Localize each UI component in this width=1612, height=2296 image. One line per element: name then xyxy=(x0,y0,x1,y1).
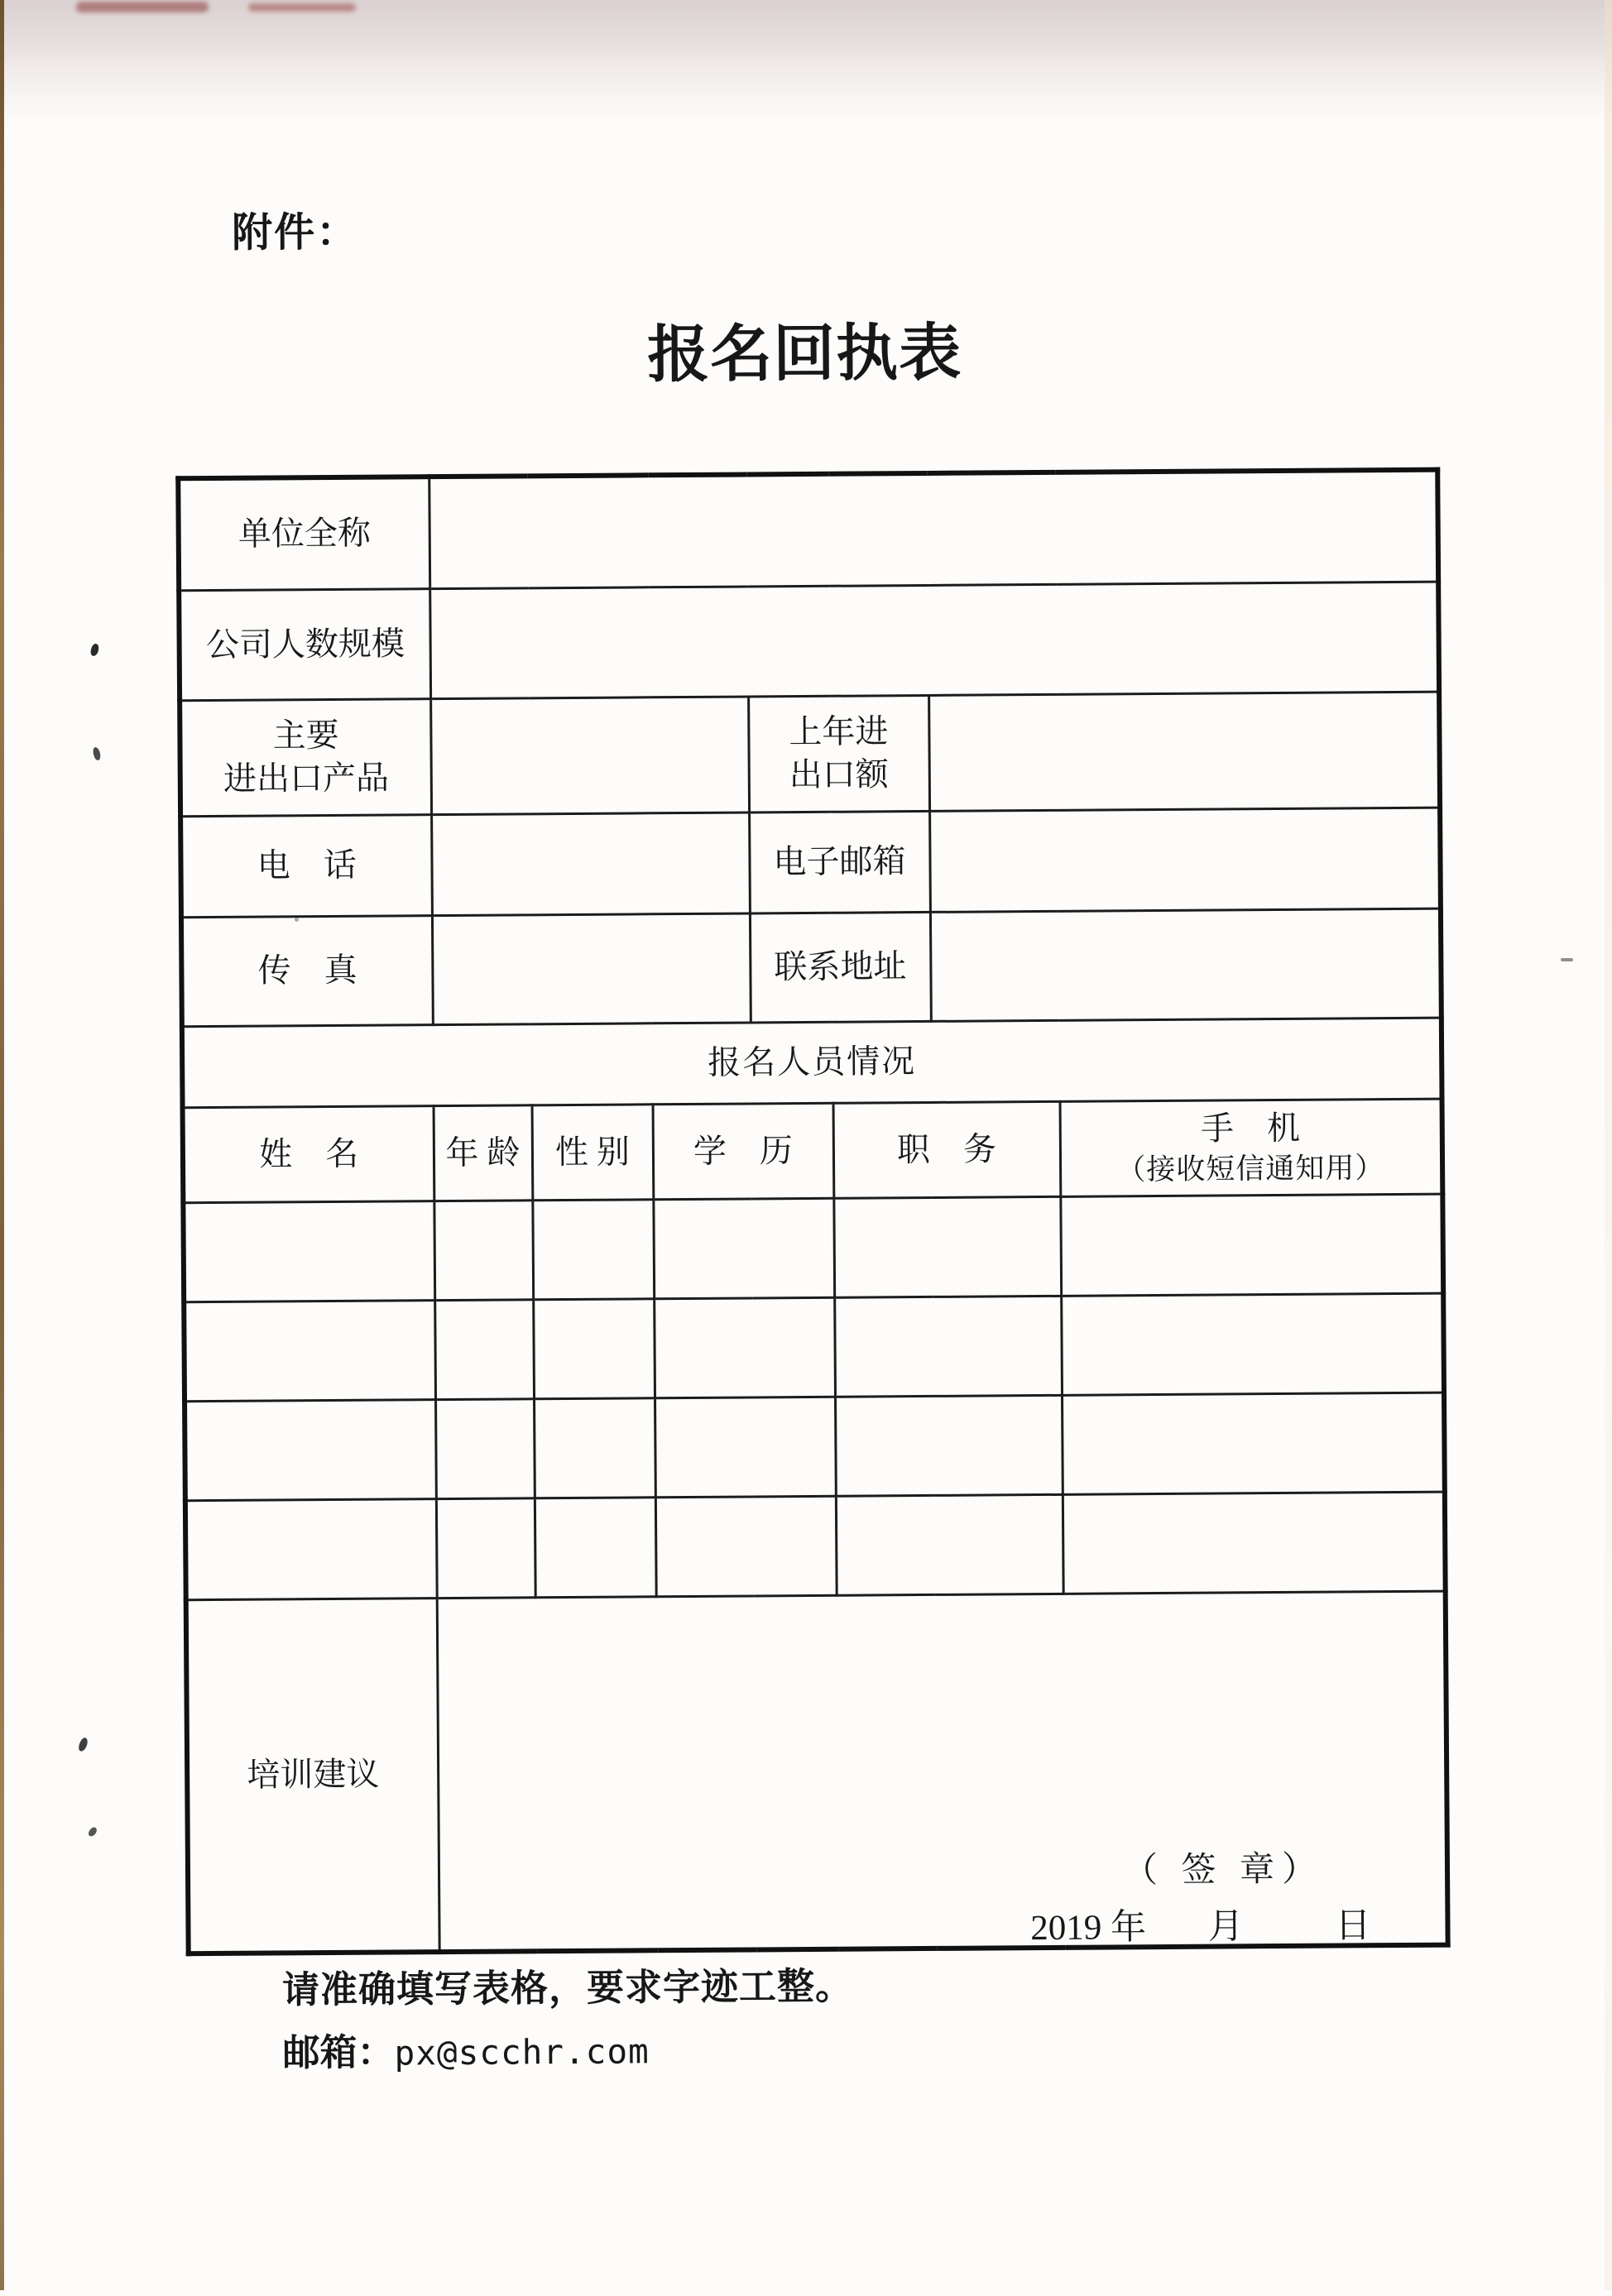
personnel-empty-cell xyxy=(434,1299,534,1399)
personnel-empty-cell xyxy=(833,1196,1061,1297)
personnel-empty-cell xyxy=(436,1498,535,1598)
table-row xyxy=(180,692,1440,817)
personnel-empty-cell xyxy=(535,1497,656,1597)
phone-label: 电 话 xyxy=(180,814,432,917)
last-year-volume-value-cell xyxy=(928,692,1440,811)
company-size-label: 公司人数规模 xyxy=(179,588,430,700)
personnel-empty-cell xyxy=(835,1395,1063,1496)
col-education-header: 学 历 xyxy=(653,1103,834,1200)
personnel-empty-cell xyxy=(435,1398,535,1498)
personnel-empty-cell xyxy=(1060,1194,1443,1296)
address-value-cell xyxy=(930,908,1442,1021)
col-gender-header: 性 别 xyxy=(532,1104,654,1200)
training-suggestion-value-cell xyxy=(437,1591,1448,1952)
last-year-volume-label: 上年进 出口额 xyxy=(748,695,929,812)
date-day: 日 xyxy=(1335,1906,1371,1946)
personnel-empty-cell xyxy=(836,1494,1063,1595)
training-suggestion-label: 培训建议 xyxy=(186,1598,439,1953)
personnel-empty-cell xyxy=(533,1298,655,1398)
personnel-section-header: 报名人员情况 xyxy=(182,1018,1442,1108)
personnel-empty-cell xyxy=(653,1198,834,1299)
personnel-header-row xyxy=(183,1099,1443,1203)
training-suggestion-area xyxy=(438,1593,1445,1948)
table-row xyxy=(181,908,1442,1027)
table-row xyxy=(178,470,1438,591)
main-products-value-cell xyxy=(430,696,749,814)
footer-email-line xyxy=(282,2020,650,2076)
personnel-empty-cell xyxy=(185,1498,437,1599)
fax-value-cell xyxy=(432,913,751,1024)
attachment-label: 附件： xyxy=(231,209,359,256)
personnel-empty-cell xyxy=(834,1296,1062,1397)
col-position-header: 职 务 xyxy=(833,1101,1061,1198)
unit-name-label: 单位全称 xyxy=(178,477,429,590)
signature-hint: （ 签 章） xyxy=(1122,1850,1325,1891)
personnel-empty-cell xyxy=(183,1201,434,1301)
personnel-empty-cell xyxy=(1062,1392,1445,1494)
personnel-empty-row xyxy=(183,1194,1443,1302)
date-line xyxy=(1030,1905,1371,1952)
unit-name-value-cell xyxy=(429,470,1438,589)
personnel-empty-row xyxy=(185,1492,1446,1600)
personnel-empty-cell xyxy=(1063,1492,1446,1594)
address-label: 联系地址 xyxy=(750,912,931,1023)
footer-email-label: 邮箱： xyxy=(282,2031,395,2074)
registration-form-table xyxy=(175,467,1450,1957)
date-year: 2019 年 xyxy=(1030,1908,1147,1948)
personnel-empty-row xyxy=(185,1392,1445,1501)
table-row xyxy=(182,1018,1442,1108)
main-products-label: 主要 进出口产品 xyxy=(180,698,431,816)
personnel-empty-row xyxy=(184,1293,1444,1402)
email-label: 电子邮箱 xyxy=(749,811,930,913)
personnel-empty-cell xyxy=(1061,1293,1444,1395)
col-age-header: 年 龄 xyxy=(434,1105,533,1201)
footer-email-value: px@scchr.com xyxy=(394,2031,650,2073)
footer-note: 请准确填写表格，要求字迹工整。 xyxy=(281,1965,854,2011)
personnel-empty-cell xyxy=(185,1399,436,1500)
table-row xyxy=(179,582,1439,701)
personnel-empty-cell xyxy=(184,1300,435,1401)
email-value-cell xyxy=(929,808,1441,912)
date-month: 月 xyxy=(1207,1907,1244,1947)
personnel-empty-cell xyxy=(532,1199,654,1299)
company-size-value-cell xyxy=(429,582,1439,699)
phone-value-cell xyxy=(431,812,750,915)
fax-label: 传 真 xyxy=(181,915,433,1026)
personnel-empty-cell xyxy=(434,1200,533,1300)
personnel-empty-cell xyxy=(655,1397,836,1498)
training-suggestion-row xyxy=(186,1591,1448,1954)
col-mobile-header: 手 机 （接收短信通知用） xyxy=(1060,1099,1443,1196)
personnel-empty-cell xyxy=(655,1496,837,1597)
col-name-header: 姓 名 xyxy=(183,1105,434,1202)
personnel-empty-cell xyxy=(534,1397,655,1498)
table-row xyxy=(180,808,1441,918)
personnel-empty-cell xyxy=(654,1297,835,1398)
page-title: 报名回执表 xyxy=(646,319,962,391)
